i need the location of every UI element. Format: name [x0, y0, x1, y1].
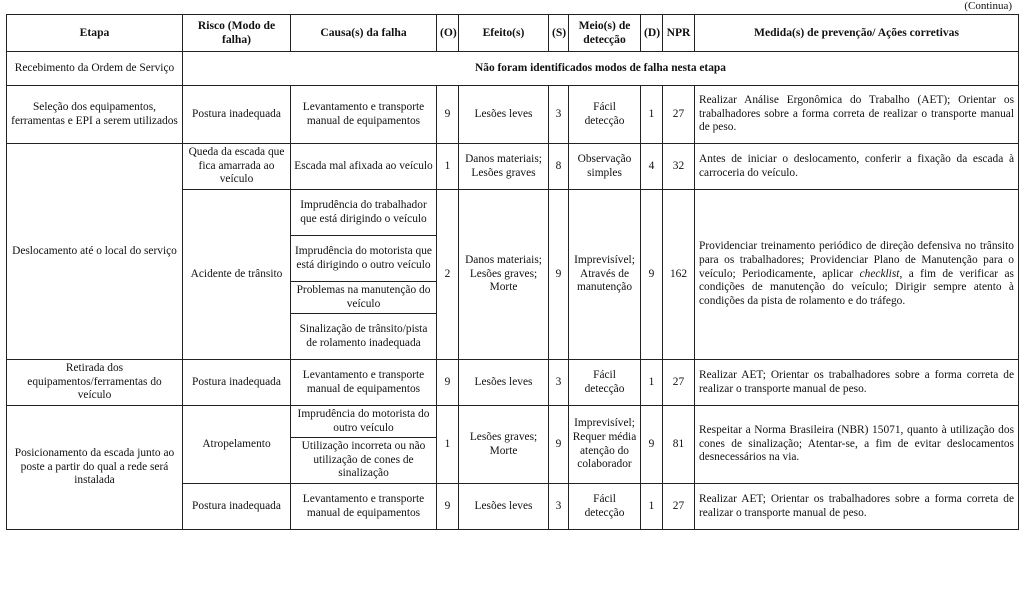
- table-row: [7, 360, 1019, 406]
- cell-efeito: Danos materiais; Lesões graves: [459, 144, 549, 190]
- medida-text-a: Providenciar treinamento periódico de direção defensiva no trânsito para os trabalhadores; Providenciar Plano de Manutenção para o veículo; Periodicamente, aplicar: [699, 240, 1014, 280]
- cell-causa: Levantamento e transporte manual de equipamentos: [291, 86, 437, 144]
- header-etapa: Etapa: [7, 15, 183, 52]
- no-failure-note: Não foram identificados modos de falha nesta etapa: [183, 52, 1019, 86]
- cell-causa: Sinalização de trânsito/pista de rolamento inadequada: [291, 314, 437, 360]
- cell-meio: Imprevisível; Através de manutenção: [569, 190, 641, 360]
- cell-d: 1: [641, 360, 663, 406]
- table-row: [7, 406, 1019, 438]
- cell-s: 3: [549, 484, 569, 530]
- cell-risco: Postura inadequada: [183, 86, 291, 144]
- header-risco: Risco (Modo de falha): [183, 15, 291, 52]
- cell-efeito: Lesões graves; Morte: [459, 406, 549, 484]
- continua-label: (Continua): [964, 0, 1012, 12]
- cell-o: 9: [437, 360, 459, 406]
- cell-o: 1: [437, 144, 459, 190]
- cell-causa: Levantamento e transporte manual de equipamentos: [291, 360, 437, 406]
- cell-causa: Escada mal afixada ao veículo: [291, 144, 437, 190]
- cell-medida: Realizar AET; Orientar os trabalhadores sobre a forma correta de realizar o transporte manual de peso.: [695, 484, 1019, 530]
- cell-medida: [695, 190, 1019, 360]
- header-npr: NPR: [663, 15, 695, 52]
- cell-s: 3: [549, 360, 569, 406]
- cell-meio: Fácil detecção: [569, 360, 641, 406]
- cell-o: 9: [437, 86, 459, 144]
- cell-etapa: Seleção dos equipamentos, ferramentas e EPI a serem utilizados: [7, 86, 183, 144]
- cell-s: 9: [549, 190, 569, 360]
- cell-o: 9: [437, 484, 459, 530]
- cell-medida: Realizar Análise Ergonômica do Trabalho (AET); Orientar os trabalhadores sobre a forma correta de realizar o transporte manual de peso.: [695, 86, 1019, 144]
- cell-causa: Imprudência do motorista do outro veículo: [291, 406, 437, 438]
- header-medida: Medida(s) de prevenção/ Ações corretivas: [695, 15, 1019, 52]
- header-row: [7, 15, 1019, 52]
- cell-d: 1: [641, 86, 663, 144]
- cell-meio: Fácil detecção: [569, 484, 641, 530]
- cell-causa: Problemas na manutenção do veículo: [291, 282, 437, 314]
- cell-o: 2: [437, 190, 459, 360]
- cell-npr: 32: [663, 144, 695, 190]
- cell-s: 3: [549, 86, 569, 144]
- cell-npr: 27: [663, 484, 695, 530]
- cell-efeito: Lesões leves: [459, 86, 549, 144]
- cell-o: 1: [437, 406, 459, 484]
- cell-meio: Fácil detecção: [569, 86, 641, 144]
- cell-causa: Levantamento e transporte manual de equipamentos: [291, 484, 437, 530]
- medida-text-b: , a fim de verificar as condições de manutenção do veículo; Dirigir sempre atento à condições da pista de rolamento e do tráfego.: [699, 267, 1014, 308]
- cell-etapa: Posicionamento da escada junto ao poste a partir do qual a rede será instalada: [7, 406, 183, 530]
- header-s: (S): [549, 15, 569, 52]
- cell-risco: Postura inadequada: [183, 484, 291, 530]
- cell-meio: Observação simples: [569, 144, 641, 190]
- cell-etapa: Retirada dos equipamentos/ferramentas do veículo: [7, 360, 183, 406]
- table-row: [7, 52, 1019, 86]
- cell-s: 9: [549, 406, 569, 484]
- cell-risco: Queda da escada que fica amarrada ao veículo: [183, 144, 291, 190]
- cell-causa: Imprudência do motorista que está dirigindo o outro veículo: [291, 236, 437, 282]
- cell-medida: Realizar AET; Orientar os trabalhadores sobre a forma correta de realizar o transporte manual de peso.: [695, 360, 1019, 406]
- table-row: [7, 144, 1019, 190]
- cell-efeito: Danos materiais; Lesões graves; Morte: [459, 190, 549, 360]
- cell-d: 9: [641, 406, 663, 484]
- header-causa: Causa(s) da falha: [291, 15, 437, 52]
- cell-risco: Postura inadequada: [183, 360, 291, 406]
- cell-etapa: Deslocamento até o local do serviço: [7, 144, 183, 360]
- header-o: (O): [437, 15, 459, 52]
- cell-npr: 162: [663, 190, 695, 360]
- table-row: [7, 86, 1019, 144]
- cell-etapa: Recebimento da Ordem de Serviço: [7, 52, 183, 86]
- cell-medida: Respeitar a Norma Brasileira (NBR) 15071, quanto à utilização dos cones de sinalização; Atentar-se, a fim de evitar deslocamentos desnecessários na via.: [695, 406, 1019, 484]
- cell-npr: 27: [663, 360, 695, 406]
- cell-efeito: Lesões leves: [459, 484, 549, 530]
- header-efeito: Efeito(s): [459, 15, 549, 52]
- cell-d: 9: [641, 190, 663, 360]
- cell-causa: Imprudência do trabalhador que está dirigindo o veículo: [291, 190, 437, 236]
- cell-npr: 27: [663, 86, 695, 144]
- header-d: (D): [641, 15, 663, 52]
- cell-npr: 81: [663, 406, 695, 484]
- header-meio: Meio(s) de detecção: [569, 15, 641, 52]
- cell-causa: Utilização incorreta ou não utilização de cones de sinalização: [291, 438, 437, 484]
- cell-risco: Atropelamento: [183, 406, 291, 484]
- cell-medida: Antes de iniciar o deslocamento, conferir a fixação da escada à carroceria do veículo.: [695, 144, 1019, 190]
- cell-d: 1: [641, 484, 663, 530]
- cell-meio: Imprevisível; Requer média atenção do colaborador: [569, 406, 641, 484]
- medida-checklist: checklist: [859, 267, 900, 280]
- cell-s: 8: [549, 144, 569, 190]
- cell-risco: Acidente de trânsito: [183, 190, 291, 360]
- fmea-table: [6, 14, 1019, 530]
- cell-d: 4: [641, 144, 663, 190]
- cell-efeito: Lesões leves: [459, 360, 549, 406]
